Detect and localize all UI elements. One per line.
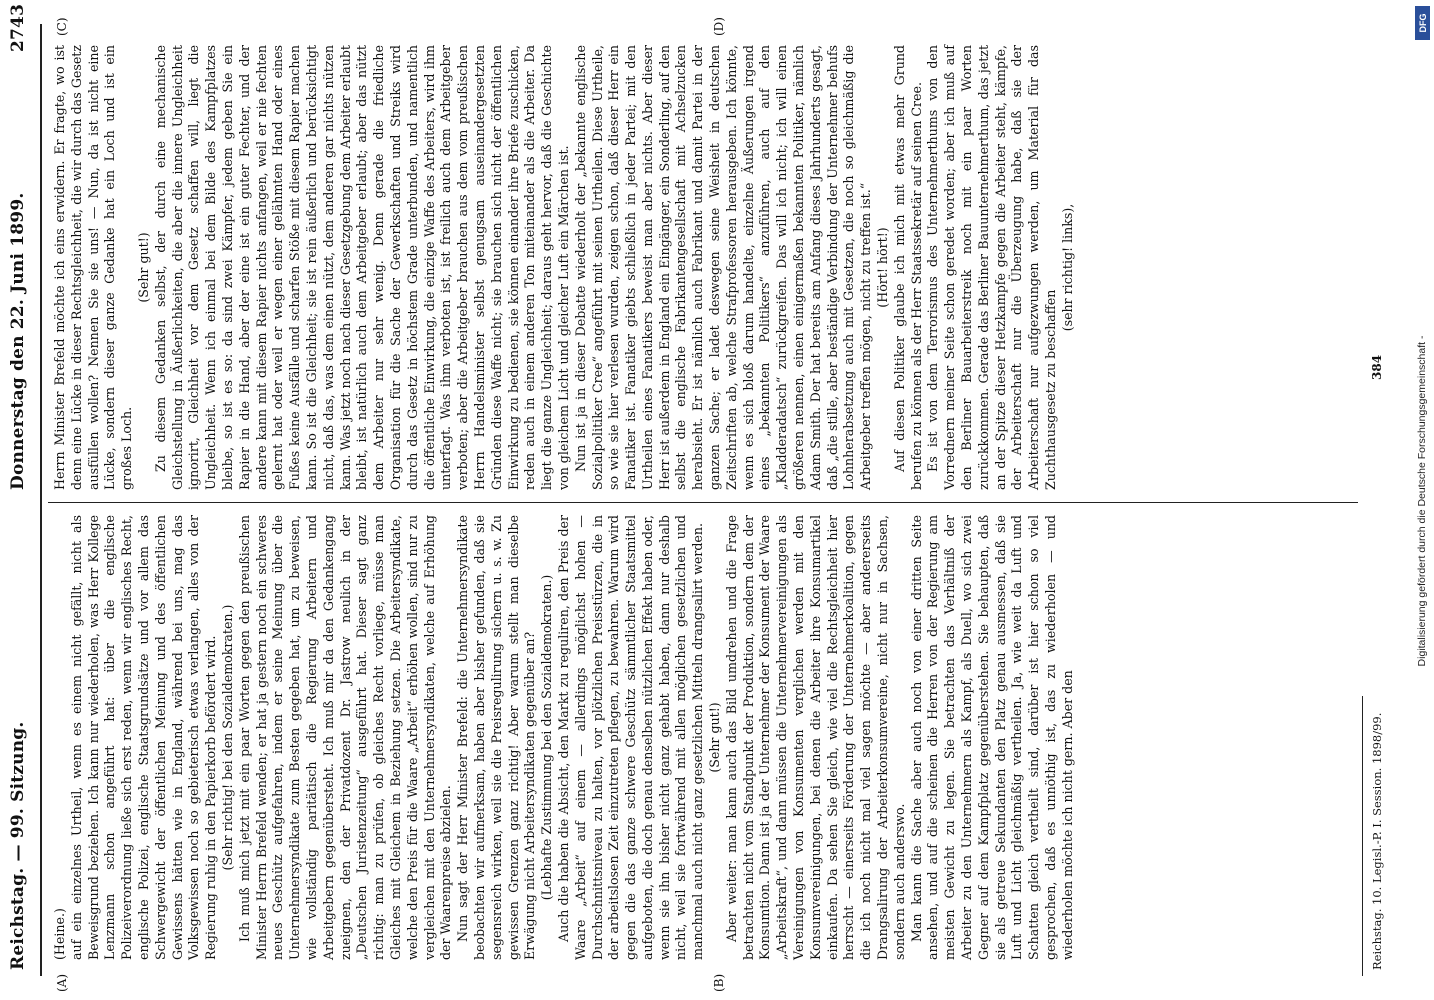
digitization-credit-text: Digitalisierung gefördert durch die Deutsche Forschungsgemeinschaft - [1416,335,1428,667]
margin-mark-c: (C) [55,17,69,36]
margin-mark-a: (A) [55,973,69,992]
paragraph: Nun sagt der Herr Minister Brefeld: die Unternehmersyndikate beobachten wir aufmerksam, haben aber bisher gefunden, daß sie segensreich wirken, weil sie die Preisregulirung sichern u. s. w. Zu gewissen Grenzen ganz richtig! Aber warum stellt man dieselbe Erwägung nicht Arbeitersyndikaten gegenüber an? [455,515,538,960]
column-divider [48,502,1358,503]
interjection: (Hört! hört!) [875,227,891,308]
interjection: (Lebhafte Zustimmung bei den Sozialdemokraten.) [539,574,555,901]
paragraph: Zu diesem Gedanken selbst, der durch eine mechanische Gleichstellung in Äußerlichkeiten, die aber die innere Ungleichheit ignorirt, Gleichheit vor dem Gesetz schaffen will, liegt die Ungleichheit. Wenn ich einmal bei dem Bilde des Kampfplatzes bleibe, so ist es so: da sind zwei Kämpfer, jedem geben Sie ein Rapier in die Hand, aber der eine ist ein guter Fechter, und der andere kann mit diesem Rapier nichts anfangen, weil er nie fechten gelernt hat oder weil er wegen einer gelähmten Hand oder eines Fußes keine Ausfälle und scharfen Stöße mit diesem Rapier machen kann. So ist die Gleichheit; sie ist rein äußerlich und berücksichtigt nicht, daß das, was dem einen nützt, dem anderen gar nichts nützen kann. Was jetzt noch nach dieser Gesetzgebung dem Arbeiter erlaubt bleibt, ist natürlich auch dem Arbeitgeber erlaubt; aber das nützt dem Arbeiter nur sehr wenig. Denn gerade die friedliche Organisation für die Sache der Gewerkschaften und Streiks wird durch das Gesetz in höchstem Grade unterbunden, und namentlich die öffentliche Einwirkung, die einzige Waffe des Arbeiters, wird ihm unterfagt. Was ihm verboten ist, ist freilich auch dem Arbeitgeber verboten; aber die Arbeitgeber brauchen aus dem vom preußischen Herrn Handelsminister selbst genugsam auseinandergesetzten Gründen diese Waffe nicht; sie brauchen sich nicht der öffentlichen Einwirkung zu bedienen, sie können einander ihre Briefe zuschicken, reden auch in einem anderen Ton miteinander als die Arbeiter. Da liegt die ganze Ungleichheit; daraus geht hervor, daß die Geschichte von gleichem Licht und gleicher Luft ein Märchen ist. [152,45,571,490]
footer-sheet-number: 384 [1370,354,1384,380]
interjection: (Sehr gut!) [135,232,151,303]
footer-session-info: Reichstag. 10. Legisl.-P. I. Session. 1898/99. [1370,712,1384,970]
header-rule [40,24,42,976]
header-session-title: Reichstag. — 99. Sitzung. [8,721,28,970]
paragraph: Nun ist ja in dieser Debatte wiederholt der „bekannte englische Sozialpolitiker Cree“ angeführt mit seinen Urtheilen. Diese Urtheile, so wie sie hier verlesen wurden, zeigen schon, daß dieser Herr ein Fanatiker ist. Fanatiker giebts schließlich in jeder Partei; mit den Urtheilen eines Fanatikers beweist man aber nichts. Aber dieser Herr ist außerdem in England ein Eingänger, ein Sonderling, auf den selbst die englische Fabrikantengesellschaft mit Achselzucken herabsieht. Er ist nämlich auch Fabrikant und damit Partei in der ganzen Sache; er ladet deswegen seine Weisheit in deutschen Zeitschriften ab, welche Strafprofessoren herausgeben. Ich könnte, wenn es sich bloß darum handelte, einzelne Äußerungen irgend eines „bekannten Politikers“ anzuführen, auch auf den „Kladderadatsch“ zurückgreifen. Das will ich nicht; ich will einen größeren nennen, einen einigermaßen bekannten Politiker, nämlich Adam Smith. Der hat bereits am Anfang dieses Jahrhunderts gesagt, daß „die stille, aber beständige Verbindung der Unternehmer behufs Lohnherabsetzung auch mit Gesetzen, die noch so gleichmäßig die Arbeitgeber treffen mögen, nicht zu treffen ist.“ [572,45,874,490]
left-text-column [52,515,1077,960]
interjection: (Sehr richtig! bei den Sozialdemokraten.) [219,604,235,871]
paragraph: Man kann die Sache aber auch noch von einer dritten Seite ansehen, und auf die scheinen die Herren von der Regierung am meisten Gewicht zu legen. Sie betrachten das Verhältniß der Arbeiter zu den Unternehmern als Kampf, als Duell, wo sich zwei Gegner auf dem Kampfplatz gegenüberstehen. Sie behaupten, daß sie als getreue Sekundanten den Platz genau ausmessen, daß sie Luft und Licht gleichmäßig vertheilen. Ja, wie weit da Luft und Schatten gleich vertheilt sind, darüber ist hier schon so viel gesprochen, daß es unnöthig ist, das zu wiederholen — und wiederholen möchte ich nicht gern. Aber den [908,515,1075,960]
paragraph: Es ist von dem Terrorismus des Unternehmerthums von den Vorrednern meiner Seite schon geredet worden; aber ich muß auf den Berliner Bauarbeiterstreik noch mit ein paar Worten zurückkommen. Gerade das Berliner Bauunternehmerthum, das jetzt an der Spitze dieser Hetzkampfe gegen die Arbeiter steht, kämpfe, der Arbeiterschaft nur die Überzeugung habe, daß sie der Arbeiterschaft nur aufgezwungen werden, um Material für das Zuchthausgesetz zu beschaffen [925,45,1059,490]
paragraph: Auf diesen Politiker glaube ich mich mit etwas mehr Grund berufen zu können als der Herr Staatssekretär auf seinen Cree. [891,45,924,490]
margin-mark-b: (B) [712,973,726,992]
right-text-column [52,45,1077,490]
paragraph: Ich muß mich jetzt mit ein paar Worten gegen den preußischen Minister Herrn Brefeld wenden; er hat ja gestern noch ein schweres neues Geschütz aufgefahren, indem er seine Meinung über die Unternehmersyndikate zum Besten gegeben hat, um zu beweisen, wie vollständig paritätisch die Regierung Arbeitern und Arbeitgebern gegenübersteht. Ich muß mir da den Gedankengang zueignen, den der Privatdozent Dr. Jastrow neulich in der „Deutschen Juristenzeitung“ ausgeführt hat. Dieser sagt ganz richtig: man zu prüfen, ob gleiches Recht vorliege, müsse man Gleiches mit Gleichem in Beziehung setzen. Die Arbeitersyndikate, welche den Preis für die Waare „Arbeit“ erhöhen wollen, sind nur zu vergleichen mit den Unternehmersyndikaten, welche auf Erhöhung der Waarenpreise abzielen. [236,515,454,960]
interjection: (Sehr gut!) [707,702,723,773]
header-date: Donnerstag den 22. Juni 1899. [8,192,28,490]
paragraph: auf ein einzelnes Urtheil, wenn es einem nicht gefällt, nicht als Beweisgrund beziehen. Ich kann nur wiederholen, was Herr Kollege Lenzmann schon angeführt hat: über die englische Polizeiverordnung ließe sich erst reden, wenn wir englisches Recht, englische Polizei, englische Staatsgrundsätze und vor allem das Schwergewicht der öffentlichen Meinung und des öffentlichen Gewissens hätten wie in England, während bei uns, mag das Volksgewissen noch so gebieterisch etwas verlangen, alles von der Regierung ruhig in den Papierkorb befördert wird. [68,515,219,960]
paragraph: Aber weiter: man kann auch das Bild umdrehen und die Frage betrachten nicht vom Standpunkt der Produktion, sondern dem der Konsumtion. Dann ist ja der Unternehmer der Konsument der Waare „Arbeitskraft“, und dann müssen die Unternehmervereinigungen als Vereinigungen von Konsumenten verglichen werden mit den Konsumvereinigungen, bei denen die Arbeiter ihre Konsumartikel einkaufen. Da sehen Sie gleich, wie viel die Rechtsgleichheit hier herrscht — einerseits Förderung der Unternehmerkoalition, gegen die ich noch nicht mal viel sagen möchte — aber andererseits Drangsalirung der Arbeiterkonsumvereine, nicht nur in Sachsen, sondern auch anderswo. [723,515,907,960]
dfg-logo-text: DFG [1417,13,1428,33]
interjection: (sehr richtig! links), [1059,203,1075,332]
margin-mark-d: (D) [712,17,726,36]
footer-rule [1362,696,1363,976]
paragraph: Auch die haben die Absicht, den Markt zu reguliren, den Preis der Waare „Arbeit“ auf einem — allerdings möglichst hohen — Durchschnittsniveau zu halten, vor plötzlichen Preisstürzen, die in der arbeitslosen Zeit einzutreten pflegen, zu bewahren. Warum wird gegen die das ganze schwere Geschütz sämmtlicher Staatsmittel aufgeboten, die doch genau denselben nützlichen Effekt haben oder, wenn sie ihn bisher nicht ganz gehabt haben, dann nur deshalb nicht, weil sie fortwährend mit allen möglichen gesetzlichen und manchmal auch nicht ganz gesetzlichen Mitteln drangsalirt werden. [555,515,706,960]
dfg-logo [1415,6,1430,40]
digitization-credit [1412,6,1432,996]
speaker-tag: (Heine.) [52,908,67,960]
header-page-number: 2743 [8,3,28,52]
paragraph: Herrn Minister Brefeld möchte ich eins erwidern. Er fragte, wo ist denn eine Lücke in dieser Rechtsgleichheit, die wir durch das Gesetz ausfüllen wollen? Nennen Sie sie uns! — Nun, da ist nicht eine Lücke, sondern dieser ganze Gedanke hat ein Loch und ist ein großes Loch. [52,45,135,490]
